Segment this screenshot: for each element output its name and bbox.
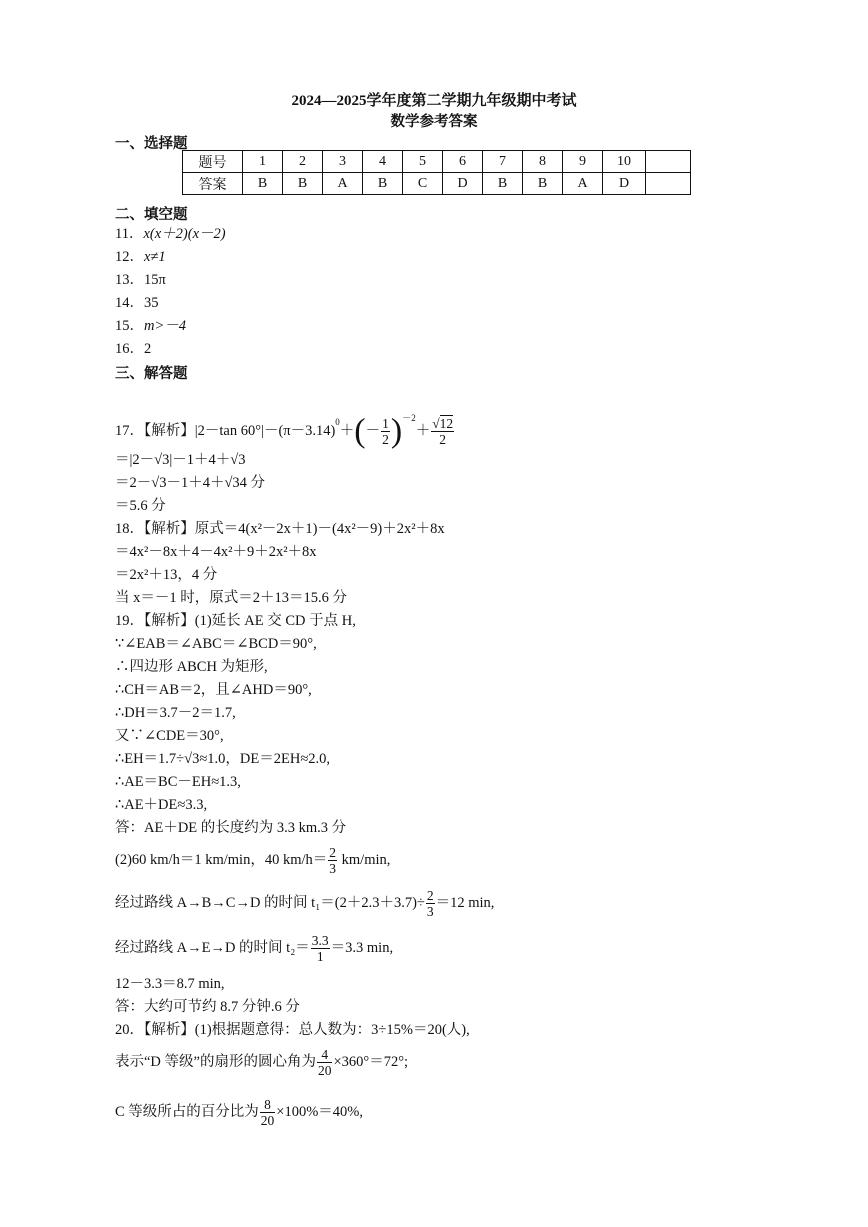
q19-step: ∴四边形 ABCH 为矩形, — [115, 659, 268, 675]
left-paren: ( — [354, 412, 366, 450]
item-answer: 2 — [144, 341, 152, 357]
table-cell: 2 — [283, 151, 323, 173]
table-cell: 9 — [563, 151, 603, 173]
q19-step: ∴EH＝1.7÷√3≈1.0，DE＝2EH≈2.0, — [115, 751, 331, 767]
text: ×100%＝40%, — [276, 1104, 364, 1120]
fraction — [317, 1047, 333, 1078]
q17-step: ＝2－√3－1＋4＋√34 分 — [115, 475, 266, 491]
text: 经过路线 A→B→C→D 的时间 t₁＝(2＋2.3＋3.7)÷ — [115, 895, 425, 911]
text: ＝12 min, — [435, 895, 495, 911]
q19-route-abcd — [115, 886, 494, 920]
item-number: 16． — [115, 341, 144, 357]
q17-step: ＝|2－√3|－1＋4＋√3 — [115, 452, 246, 468]
text: 表示“D 等级”的扇形的圆心角为 — [115, 1054, 316, 1070]
q17-step: ＝5.6 分 — [115, 498, 166, 514]
section-solve-heading: 三、解答题 — [115, 366, 188, 382]
q17-fraction-sqrt12 — [431, 416, 454, 447]
item-number: 13． — [115, 272, 144, 288]
text: ×360°＝72°; — [333, 1054, 409, 1070]
text: 经过路线 A→E→D 的时间 t₂＝ — [115, 940, 310, 956]
item-answer: 35 — [144, 295, 159, 311]
item-number: 14． — [115, 295, 144, 311]
table-cell — [646, 173, 691, 195]
q19-step: 答：AE＋DE 的长度约为 3.3 km.3 分 — [115, 820, 347, 836]
q19-step: 19．【解析】(1)延长 AE 交 CD 于点 H, — [115, 613, 356, 629]
q18-step: 18．【解析】原式＝4(x²－2x＋1)－(4x²－9)＋2x²＋8x — [115, 521, 445, 537]
q19-step: ∴DH＝3.7－2＝1.7, — [115, 705, 236, 721]
fill-item — [115, 340, 151, 358]
q19-part2-speed — [115, 843, 390, 877]
fraction-denominator: 2 — [439, 432, 447, 448]
fill-item — [115, 225, 226, 243]
q18-step: 当 x＝－1 时，原式＝2＋13＝15.6 分 — [115, 590, 347, 606]
right-paren: ) — [390, 412, 403, 450]
fraction-numerator: 1 — [382, 416, 389, 432]
table-cell: B — [523, 173, 563, 195]
q17-plus: ＋ — [339, 423, 355, 439]
table-cell: D — [603, 173, 646, 195]
fill-item — [115, 248, 166, 266]
fraction — [328, 845, 337, 876]
answer-row — [183, 173, 691, 195]
fraction — [426, 888, 435, 919]
q20-angle — [115, 1045, 408, 1079]
q17-expression — [115, 398, 455, 451]
item-answer: m>－4 — [144, 318, 187, 334]
table-cell — [646, 151, 691, 173]
table-cell: B — [243, 173, 283, 195]
item-number: 11． — [115, 226, 144, 242]
item-number: 12． — [115, 249, 144, 265]
table-cell: A — [323, 173, 363, 195]
fraction-denominator: 2 — [382, 432, 389, 448]
q17-minus: － — [365, 423, 381, 439]
table-cell: D — [443, 173, 483, 195]
q18-step: ＝2x²＋13，4 分 — [115, 567, 218, 583]
item-answer: 15π — [144, 272, 166, 288]
q20-step: 20．【解析】(1)根据题意得：总人数为：3÷15%＝20(人), — [115, 1022, 470, 1038]
fraction — [311, 933, 330, 964]
table-cell: B — [363, 173, 403, 195]
row-label-question: 题号 — [183, 151, 243, 173]
table-cell: 6 — [443, 151, 483, 173]
fill-item — [115, 294, 159, 312]
text: (2)60 km/h＝1 km/min，40 km/h＝ — [115, 852, 328, 868]
q19-step: 又∵∠CDE＝30°, — [115, 728, 224, 744]
q19-step: ∴AE＋DE≈3.3, — [115, 797, 208, 813]
item-answer: x≠1 — [144, 249, 166, 265]
fraction-numerator: 2 — [426, 888, 434, 904]
fill-item — [115, 271, 166, 289]
q18-step: ＝4x²－8x＋4－4x²＋9＋2x²＋8x — [115, 544, 317, 560]
table-cell: B — [483, 173, 523, 195]
fraction-numerator: √12 — [432, 416, 454, 432]
table-cell: A — [563, 173, 603, 195]
fraction-denominator: 20 — [260, 1113, 275, 1129]
fraction-denominator: 20 — [317, 1063, 332, 1079]
q17-exp-zero: 0 — [335, 417, 340, 427]
table-cell: B — [283, 173, 323, 195]
text: ＝3.3 min, — [330, 940, 394, 956]
table-cell: 1 — [243, 151, 283, 173]
item-answer: x(x＋2)(x－2) — [143, 226, 226, 242]
fraction-denominator: 1 — [316, 949, 324, 965]
question-number-row — [183, 151, 691, 173]
sqrt-radicand: 12 — [439, 416, 454, 432]
table-cell: 3 — [323, 151, 363, 173]
row-label-answer: 答案 — [183, 173, 243, 195]
fraction-numerator: 4 — [317, 1047, 333, 1063]
q17-head: 17．【解析】|2－tan 60°|－(π－3.14) — [115, 423, 336, 439]
fraction-denominator: 3 — [426, 904, 434, 920]
fraction-numerator: 2 — [329, 845, 337, 861]
item-number: 15． — [115, 318, 144, 334]
section-fill-heading: 二、填空题 — [115, 207, 188, 223]
fraction-numerator: 8 — [260, 1097, 276, 1113]
fraction — [260, 1097, 276, 1128]
q19-step: ∴CH＝AB＝2，且∠AHD＝90°, — [115, 682, 312, 698]
section-choice-heading: 一、选择题 — [115, 136, 188, 152]
fraction-numerator: 3.3 — [311, 933, 329, 949]
table-cell: 5 — [403, 151, 443, 173]
table-cell: C — [403, 173, 443, 195]
q19-step: 12－3.3＝8.7 min, — [115, 976, 225, 992]
q19-step: 答：大约可节约 8.7 分钟.6 分 — [115, 999, 300, 1015]
fraction-denominator: 3 — [329, 861, 337, 877]
answer-table — [182, 150, 691, 195]
q20-percentage — [115, 1095, 363, 1129]
fill-item — [115, 317, 186, 335]
q19-route-aed — [115, 931, 393, 965]
table-cell: 4 — [363, 151, 403, 173]
text: km/min, — [338, 852, 391, 868]
table-cell: 8 — [523, 151, 563, 173]
table-cell: 10 — [603, 151, 646, 173]
q19-step: ∴AE＝BC－EH≈1.3, — [115, 774, 241, 790]
table-cell: 7 — [483, 151, 523, 173]
exam-subtitle: 数学参考答案 — [390, 114, 478, 130]
q17-plus2: ＋ — [415, 423, 431, 439]
text: C 等级所占的百分比为 — [115, 1104, 259, 1120]
exam-title: 2024—2025学年度第二学期九年级期中考试 — [291, 93, 577, 109]
q17-fraction-half — [381, 416, 390, 447]
q19-step: ∵∠EAB＝∠ABC＝∠BCD＝90°, — [115, 636, 317, 652]
q17-exp-neg2: －2 — [402, 413, 416, 423]
